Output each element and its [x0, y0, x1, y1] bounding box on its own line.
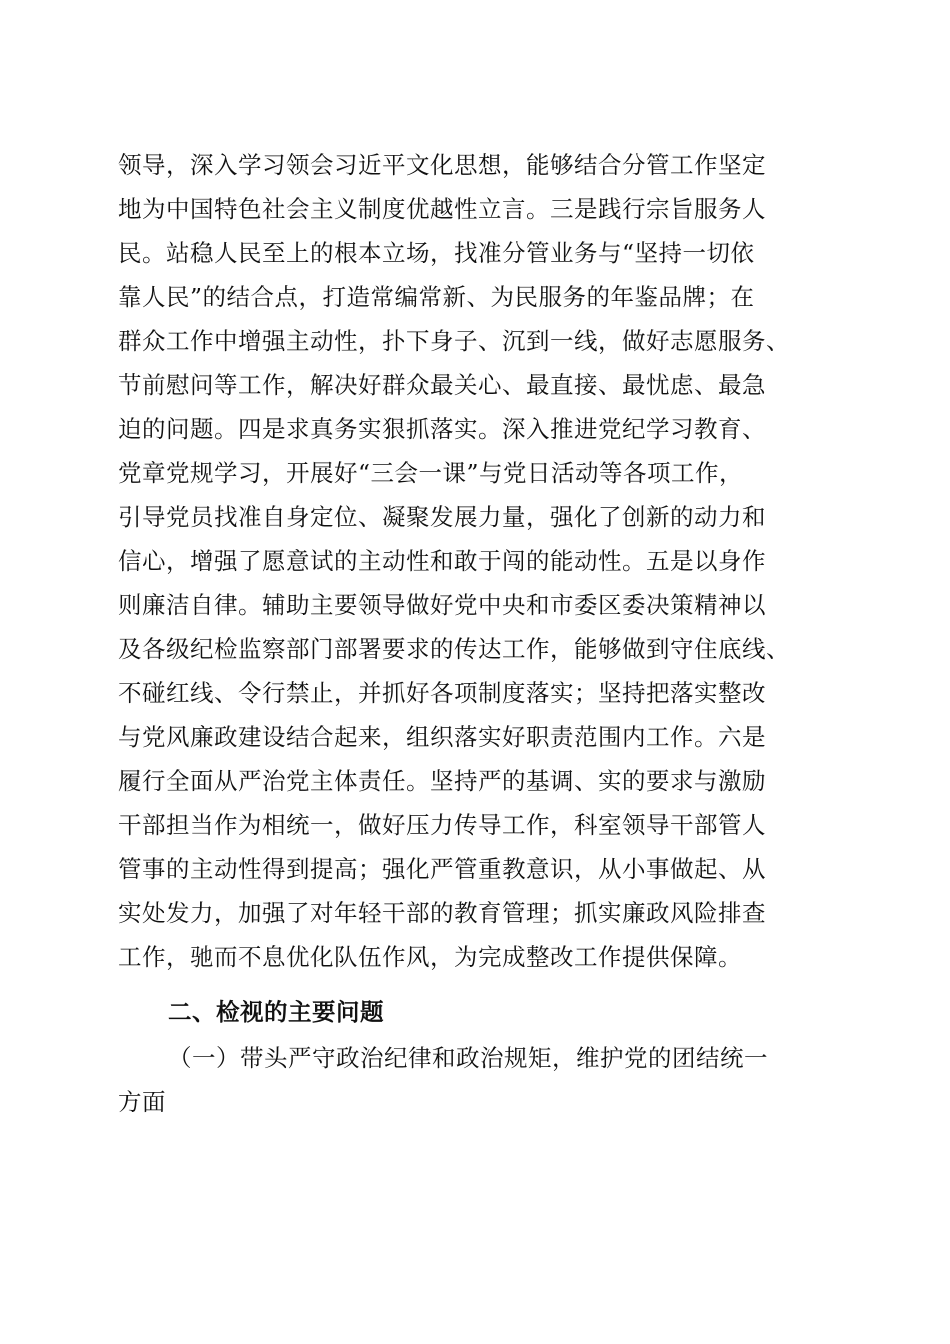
paragraph-line: 管事的主动性得到提高；强化严管重教意识，从小事做起、从 [118, 855, 766, 883]
paragraph-line: 领导，深入学习领会习近平文化思想，能够结合分管工作坚定 [118, 151, 766, 179]
paragraph-line: 引导党员找准自身定位、凝聚发展力量，强化了创新的动力和 [118, 503, 766, 531]
paragraph-line: 履行全面从严治党主体责任。坚持严的基调、实的要求与激励 [118, 767, 766, 795]
paragraph-line: 不碰红线、令行禁止，并抓好各项制度落实；坚持把落实整改 [118, 679, 766, 707]
paragraph-line: 则廉洁自律。辅助主要领导做好党中央和市委区委决策精神以 [118, 591, 766, 619]
subsection-line: 方面 [118, 1088, 166, 1116]
paragraph-line: 迫的问题。四是求真务实狠抓落实。深入推进党纪学习教育、 [118, 415, 766, 443]
section-heading: 二、检视的主要问题 [168, 998, 384, 1026]
paragraph-line: 实处发力，加强了对年轻干部的教育管理；抓实廉政风险排查 [118, 899, 766, 927]
paragraph-line: 地为中国特色社会主义制度优越性立言。三是践行宗旨服务人 [118, 195, 766, 223]
subsection-heading [118, 1036, 830, 1124]
paragraph-line: 干部担当作为相统一，做好压力传导工作，科室领导干部管人 [118, 811, 766, 839]
subsection-line: （一）带头严守政治纪律和政治规矩，维护党的团结统一 [168, 1044, 768, 1072]
body-paragraph [118, 143, 830, 979]
paragraph-line: 靠人民”的结合点，打造常编常新、为民服务的年鉴品牌；在 [118, 283, 755, 311]
paragraph-line: 群众工作中增强主动性，扑下身子、沉到一线，做好志愿服务、 [118, 327, 790, 355]
paragraph-line: 民。站稳人民至上的根本立场，找准分管业务与“坚持一切依 [118, 239, 755, 267]
paragraph-line: 党章党规学习，开展好“三会一课”与党日活动等各项工作， [118, 459, 744, 487]
paragraph-line: 信心，增强了愿意试的主动性和敢于闯的能动性。五是以身作 [118, 547, 766, 575]
paragraph-line: 及各级纪检监察部门部署要求的传达工作，能够做到守住底线、 [118, 635, 790, 663]
paragraph-line: 节前慰问等工作，解决好群众最关心、最直接、最忧虑、最急 [118, 371, 766, 399]
paragraph-line: 工作，驰而不息优化队伍作风，为完成整改工作提供保障。 [118, 943, 742, 971]
paragraph-line: 与党风廉政建设结合起来，组织落实好职责范围内工作。六是 [118, 723, 766, 751]
